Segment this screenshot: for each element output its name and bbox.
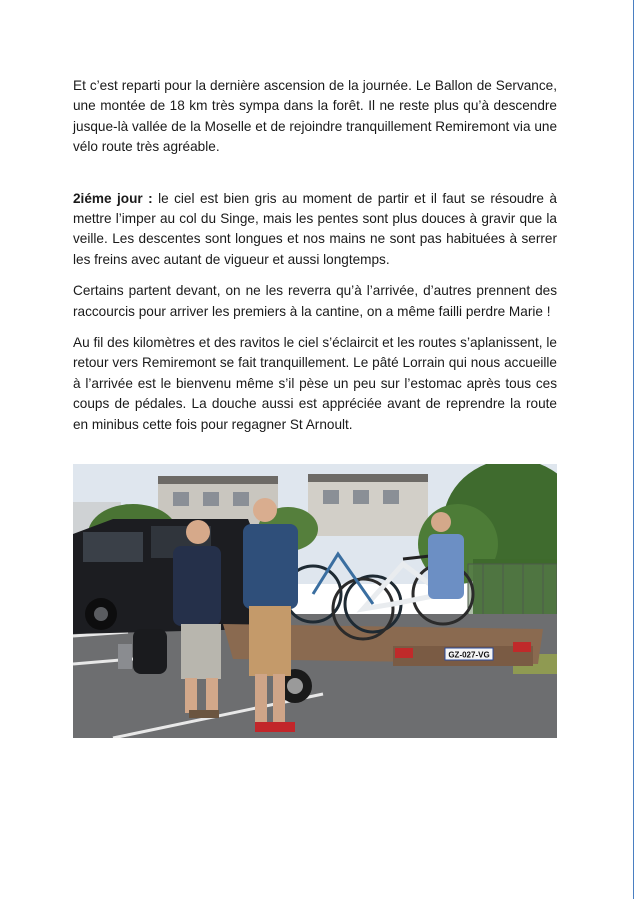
paragraph-3-text: Certains partent devant, on ne les reverra qu’à l’arrivée, d’autres prennent des raccourcis pour arriver les premiers à la cantine, on a même failli perdre Marie ! bbox=[73, 283, 557, 319]
paragraph-2 bbox=[73, 189, 557, 271]
paragraph-1-text: Et c’est reparti pour la dernière ascension de la journée. Le Ballon de Servance, une montée de 18 km très sympa dans la forêt. Il ne reste plus qu’à descendre jusque-là vallée de la Moselle et de rejoindre tranquillement Remiremont via une vélo route très agréable. bbox=[73, 78, 557, 155]
page-edge-line bbox=[633, 0, 634, 899]
photo-plate-text: GZ-027-VG bbox=[448, 650, 490, 660]
paragraph-3 bbox=[73, 281, 557, 322]
paragraph-2-lead: 2iéme jour : bbox=[73, 190, 153, 206]
paragraph-4-text: Au fil des kilomètres et des ravitos le ciel s’éclaircit et les routes s’aplanissent, le retour vers Remiremont se fait tranquillement. Le pâté Lorrain qui nous accueille à l’arrivée est le bienvenu même s’il pèse un peu sur l’estomac après tous ces coups de pédales. La douche aussi est appréciée avant de reprendre la route en minibus cette fois pour regagner St Arnoult. bbox=[73, 335, 557, 432]
document-body bbox=[73, 76, 557, 435]
paragraph-1 bbox=[73, 76, 557, 158]
photo-bike-trailer bbox=[73, 464, 557, 738]
paragraph-2-text: le ciel est bien gris au moment de partir et il faut se résoudre à mettre l’imper au col du Singe, mais les pentes sont plus douces à gravir que la veille. Les descentes sont longues et nos mains ne sont pas habituées à serrer les freins avec autant de vigueur et aussi longtemps. bbox=[73, 190, 557, 267]
photo-illustration bbox=[73, 464, 557, 738]
photo-van bbox=[73, 519, 258, 634]
paragraph-4 bbox=[73, 333, 557, 435]
